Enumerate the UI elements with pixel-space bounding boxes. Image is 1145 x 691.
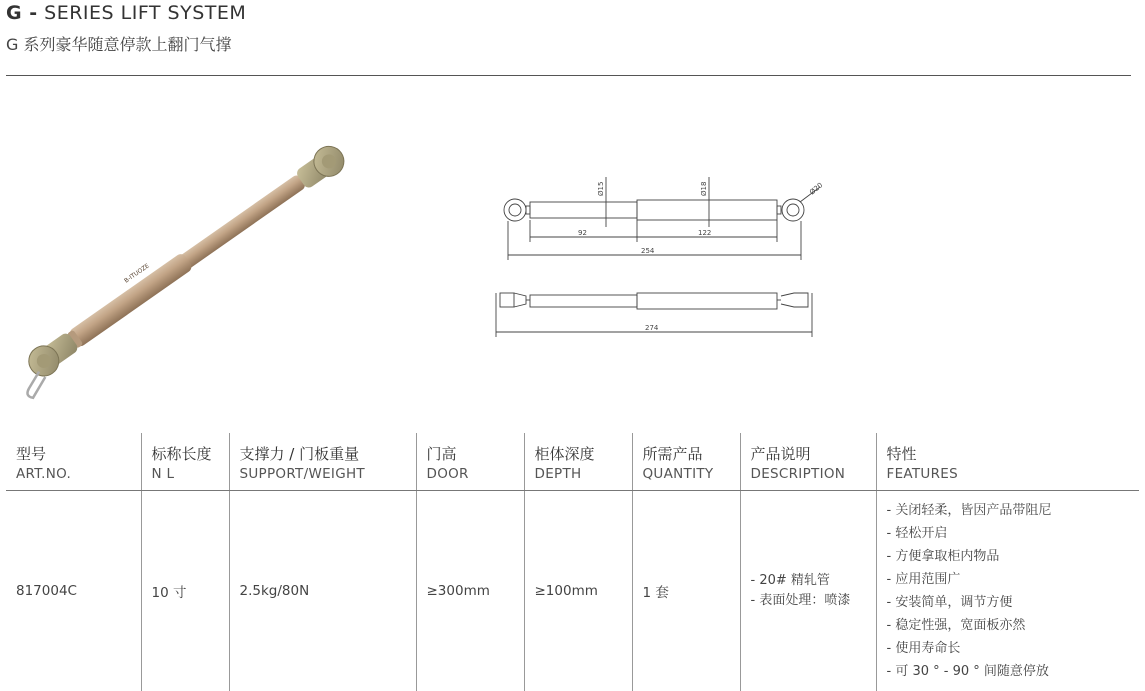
description-item: - 表面处理：喷漆	[751, 591, 866, 611]
feature-item: - 应用范围广	[887, 568, 1130, 591]
col-features: 特性 FEATURES	[876, 433, 1139, 491]
col-length: 标称长度 N L	[141, 433, 229, 491]
col-description: 产品说明 DESCRIPTION	[740, 433, 876, 491]
strut-logo: B-ITUOZE	[123, 262, 151, 284]
header-divider	[6, 75, 1131, 76]
page-title: G - SERIES LIFT SYSTEM	[6, 2, 246, 24]
col-door: 门高 DOOR	[416, 433, 524, 491]
cell-quantity: 1 套	[632, 491, 740, 691]
dim-d18: Ø18	[700, 182, 708, 196]
table-header-row	[6, 433, 1139, 491]
feature-item: - 关闭轻柔，皆因产品带阻尼	[887, 499, 1130, 522]
cell-length: 10 寸	[141, 491, 229, 691]
feature-item: - 可 30 ° - 90 ° 间随意停放	[887, 660, 1130, 683]
cell-description	[740, 491, 876, 691]
description-item: - 20# 精轧管	[751, 571, 866, 591]
dim-254: 254	[641, 247, 655, 255]
feature-item: - 稳定性强，宽面板亦然	[887, 614, 1130, 637]
col-quantity: 所需产品 QUANTITY	[632, 433, 740, 491]
col-depth: 柜体深度 DEPTH	[524, 433, 632, 491]
dim-122: 122	[698, 229, 711, 237]
col-art-no: 型号 ART.NO.	[6, 433, 141, 491]
feature-item: - 轻松开启	[887, 522, 1130, 545]
feature-item: - 方便拿取柜内物品	[887, 545, 1130, 568]
technical-drawing	[490, 165, 820, 345]
dim-d20: Ø20	[808, 181, 824, 196]
gas-strut-photo	[8, 140, 368, 380]
table-row	[6, 491, 1139, 691]
cell-support: 2.5kg/80N	[229, 491, 416, 691]
cell-features	[876, 491, 1139, 691]
feature-item: - 安装简单，调节方便	[887, 591, 1130, 614]
spec-table	[6, 433, 1139, 691]
dim-d15: Ø15	[597, 182, 605, 196]
cell-depth: ≥100mm	[524, 491, 632, 691]
feature-item: - 使用寿命长	[887, 637, 1130, 660]
cell-art-no: 817004C	[6, 491, 141, 691]
dim-92: 92	[578, 229, 587, 237]
cell-door: ≥300mm	[416, 491, 524, 691]
page-subtitle: G 系列豪华随意停款上翻门气撑	[6, 32, 232, 55]
dim-274: 274	[645, 324, 659, 332]
col-support: 支撑力 / 门板重量 SUPPORT/WEIGHT	[229, 433, 416, 491]
